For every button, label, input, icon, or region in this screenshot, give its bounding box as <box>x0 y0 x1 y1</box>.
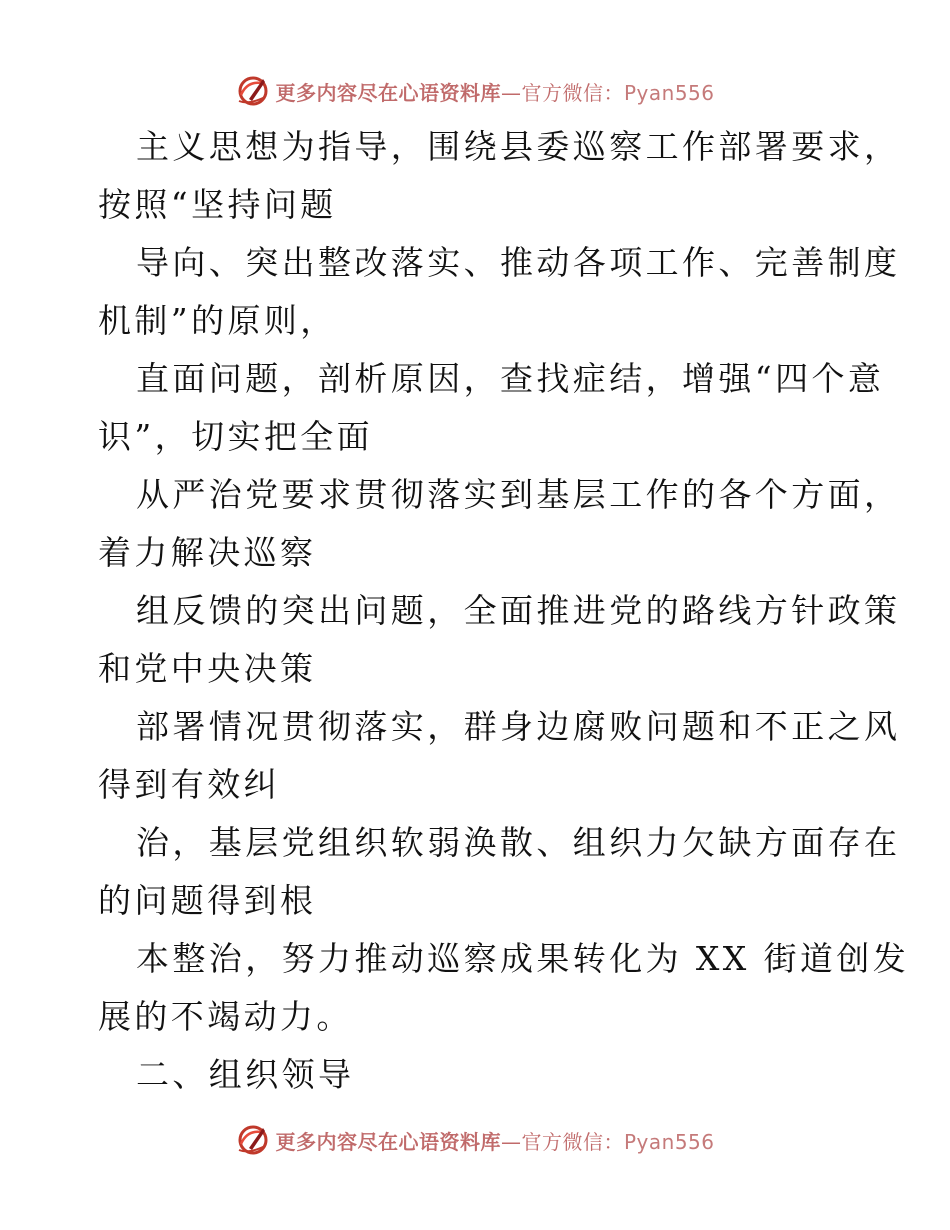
body-line: 本整治，努力推动巡察成果转化为 XX 街道创发 <box>136 939 910 978</box>
banner-separator: — <box>500 80 522 105</box>
banner-wechat-label: 官方微信： <box>521 80 624 105</box>
body-line: 展的不竭动力。 <box>98 997 353 1036</box>
body-line: 机制”的原则， <box>98 301 337 340</box>
document-body <box>98 118 910 1104</box>
body-line: 部署情况贯彻落实，群身边腐败问题和不正之风 <box>136 707 901 746</box>
banner-wechat-id: Pyan556 <box>623 1129 715 1154</box>
body-line: 组反馈的突出问题，全面推进党的路线方针政策 <box>136 591 901 630</box>
body-line: 识”，切实把全面 <box>98 417 374 456</box>
body-line: 得到有效纠 <box>98 765 280 804</box>
body-line: 按照“坚持问题 <box>98 185 337 224</box>
section-heading: 二、组织领导 <box>136 1055 355 1094</box>
header-watermark-banner <box>0 71 950 111</box>
body-line: 的问题得到根 <box>98 881 317 920</box>
pen-swirl-logo-icon <box>235 73 271 109</box>
banner-wechat-id: Pyan556 <box>623 80 715 105</box>
pen-swirl-logo-icon <box>235 1122 271 1158</box>
banner-wechat-label: 官方微信： <box>521 1129 624 1154</box>
body-line: 着力解决巡察 <box>98 533 317 572</box>
banner-main-text: 更多内容尽在心语资料库 <box>275 1129 501 1154</box>
banner-separator: — <box>500 1129 522 1154</box>
footer-watermark-banner <box>0 1120 950 1160</box>
body-line: 和党中央决策 <box>98 649 317 688</box>
body-line: 导向、突出整改落实、推动各项工作、完善制度 <box>136 243 901 282</box>
body-line: 从严治党要求贯彻落实到基层工作的各个方面， <box>136 475 901 514</box>
banner-main-text: 更多内容尽在心语资料库 <box>275 80 501 105</box>
body-line: 主义思想为指导，围绕县委巡察工作部署要求， <box>136 127 901 166</box>
body-line: 治，基层党组织软弱涣散、组织力欠缺方面存在 <box>136 823 901 862</box>
body-line: 直面问题，剖析原因，查找症结，增强“四个意 <box>136 359 885 398</box>
